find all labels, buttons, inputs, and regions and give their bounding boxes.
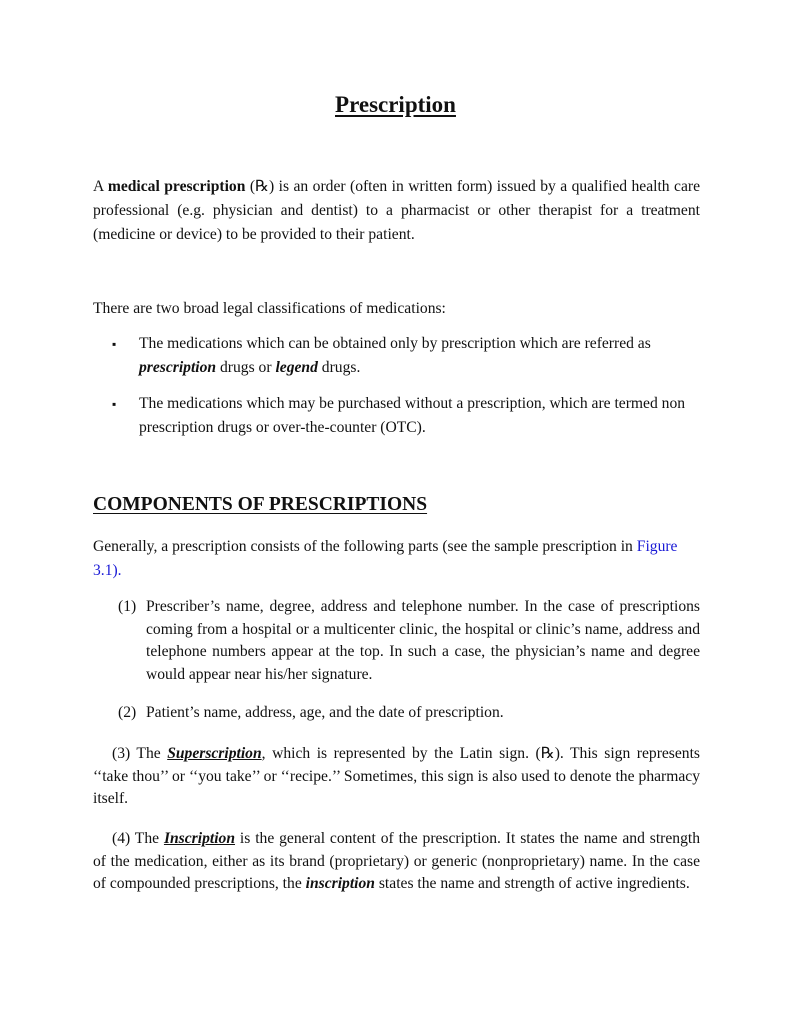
superscription-paragraph xyxy=(93,743,700,811)
inscription-term: Inscription xyxy=(163,830,236,847)
superscription-term: Superscription xyxy=(167,745,262,762)
page-title: Prescription xyxy=(335,92,456,117)
para-rest: states the name and strength of active ingredients. xyxy=(374,875,690,892)
component-item xyxy=(118,702,700,725)
inscription-emphasis: inscription xyxy=(305,875,375,892)
bullet-icon: ▪ xyxy=(112,397,117,411)
item-text: drugs. xyxy=(317,359,361,376)
list-item xyxy=(112,392,702,440)
item-emphasis: legend xyxy=(275,359,318,376)
classification-list xyxy=(112,332,702,452)
figure-link[interactable]: Figure 3.1). xyxy=(93,538,678,579)
list-item xyxy=(112,332,702,380)
component-item xyxy=(118,596,700,686)
bullet-icon: ▪ xyxy=(112,337,117,351)
para-lead: (4) The xyxy=(112,830,164,847)
para-rest: , which is represented by the Latin sign. (℞). This sign represents ‘‘take thou’’ or ‘‘you take’’ or ‘‘recipe.’’ Sometimes, this sign is also used to denote the pharmacy itself. xyxy=(93,745,700,807)
para-middle: is the general content of the prescription. It states the name and strength of the medication, either as its brand (proprietary) or generic (nonproprietary) name. In the case of compounded prescriptions, the xyxy=(93,830,700,892)
item-text: The medications which can be obtained only by prescription which are referred as xyxy=(139,335,651,352)
intro-bold-term: medical prescription xyxy=(107,178,246,195)
inscription-paragraph xyxy=(93,828,700,896)
section-intro-text: Generally, a prescription consists of the following parts (see the sample prescription in xyxy=(93,538,637,555)
section-intro xyxy=(93,535,700,583)
classification-intro: There are two broad legal classifications of medications: xyxy=(93,300,446,317)
item-emphasis: prescription xyxy=(139,359,217,376)
item-text: Patient’s name, address, age, and the date of prescription. xyxy=(146,704,504,721)
item-number: (1) xyxy=(118,598,137,615)
intro-lead: A xyxy=(93,178,108,195)
para-lead: (3) The xyxy=(112,745,168,762)
item-text: The medications which may be purchased without a prescription, which are termed non prescription drugs or over-the-counter (OTC). xyxy=(139,395,686,436)
item-number: (2) xyxy=(118,704,137,721)
intro-paragraph xyxy=(93,175,700,247)
item-text: Prescriber’s name, degree, address and telephone number. In the case of prescriptions coming from a hospital or a multicenter clinic, the hospital or clinic’s name, address and telephone numbers appear at the top. In such a case, the physician’s name and degree would appear near his/her signature. xyxy=(146,598,700,683)
section-heading: COMPONENTS OF PRESCRIPTIONS xyxy=(93,494,428,515)
intro-rest: (℞) is an order (often in written form) issued by a qualified health care professional (e.g. physician and dentist) to a pharmacist or other therapist for a treatment (medicine or device) to be provided to their patient. xyxy=(93,178,700,243)
item-text: drugs or xyxy=(216,359,276,376)
